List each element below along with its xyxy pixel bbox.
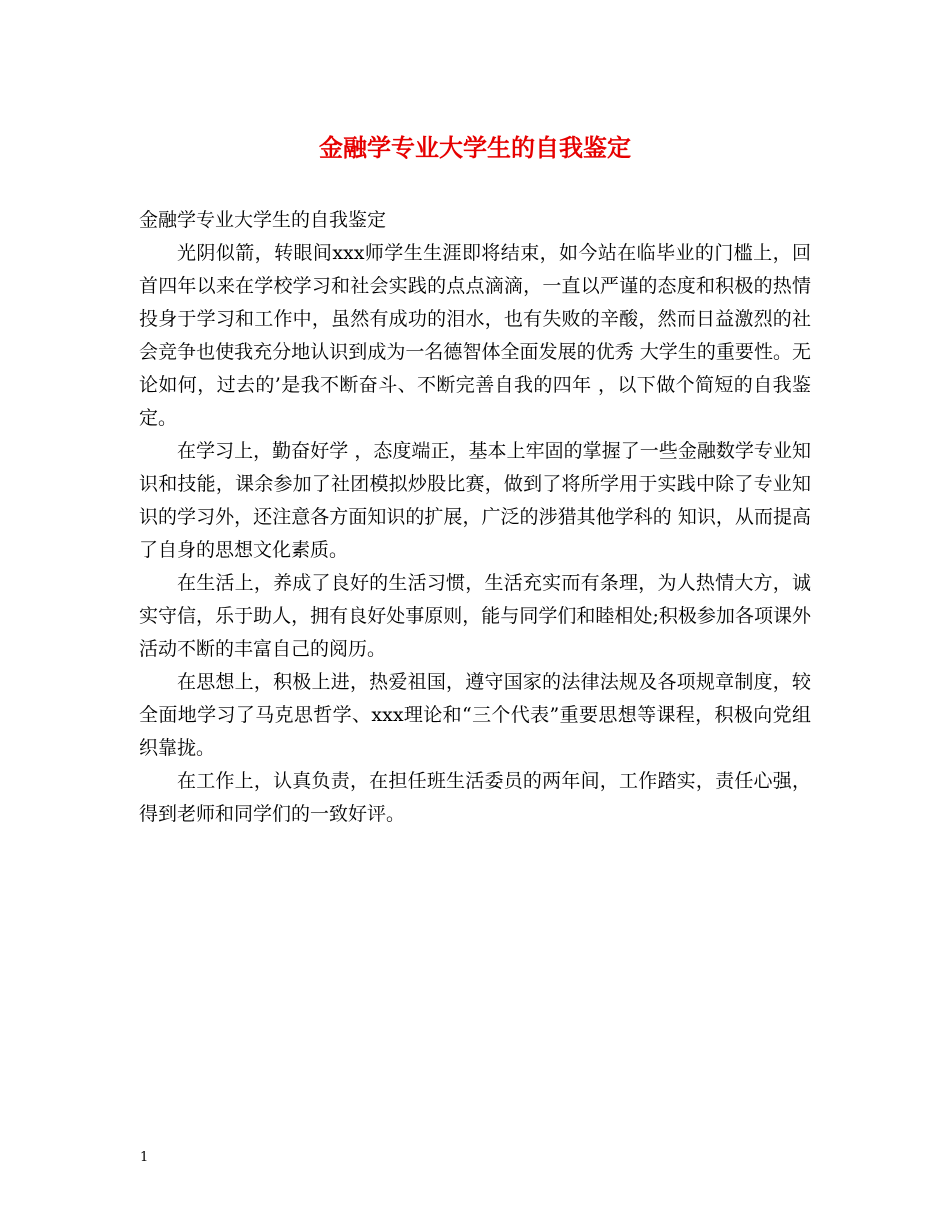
paragraph-thought: 在思想上，积极上进，热爱祖国，遵守国家的法律法规及各项规章制度，较全面地学习了马克思哲学、xxx理论和“三个代表”重要思想等课程，积极向党组织靠拢。 bbox=[139, 671, 811, 759]
paragraph-intro: 光阴似箭，转眼间xxx师学生生涯即将结束，如今站在临毕业的门槛上，回首四年以来在学校学习和社会实践的点点滴滴，一直以严谨的态度和积极的热情投身于学习和工作中，虽然有成功的泪水，也有失败的辛酸，然而日益激烈的社会竞争也使我充分地认识到成为一名德智体全面发展的优秀 大学生的重要性。无论如何，过去的’是我不断奋斗、不断完善自我的四年 ，以下做个简短的自我鉴定。 bbox=[139, 242, 811, 429]
document-subtitle: 金融学专业大学生的自我鉴定 bbox=[139, 209, 387, 231]
document-title: 金融学专业大学生的自我鉴定 bbox=[319, 134, 631, 162]
paragraph-study: 在学习上，勤奋好学 ，态度端正，基本上牢固的掌握了一些金融数学专业知识和技能，课余参加了社团模拟炒股比赛，做到了将所学用于实践中除了专业知识的学习外，还注意各方面知识的扩展，广泛的涉猎其他学科的 知识，从而提高了自身的思想文化素质。 bbox=[139, 440, 811, 561]
paragraph-life: 在生活上，养成了良好的生活习惯，生活充实而有条理，为人热情大方，诚实守信，乐于助人，拥有良好处事原则，能与同学们和睦相处;积极参加各项课外活动不断的丰富自己的阅历。 bbox=[139, 572, 811, 660]
page-number: 1 bbox=[140, 1150, 149, 1165]
paragraph-work: 在工作上，认真负责，在担任班生活委员的两年间，工作踏实，责任心强，得到老师和同学们的一致好评。 bbox=[139, 770, 811, 825]
document-body bbox=[139, 204, 811, 831]
